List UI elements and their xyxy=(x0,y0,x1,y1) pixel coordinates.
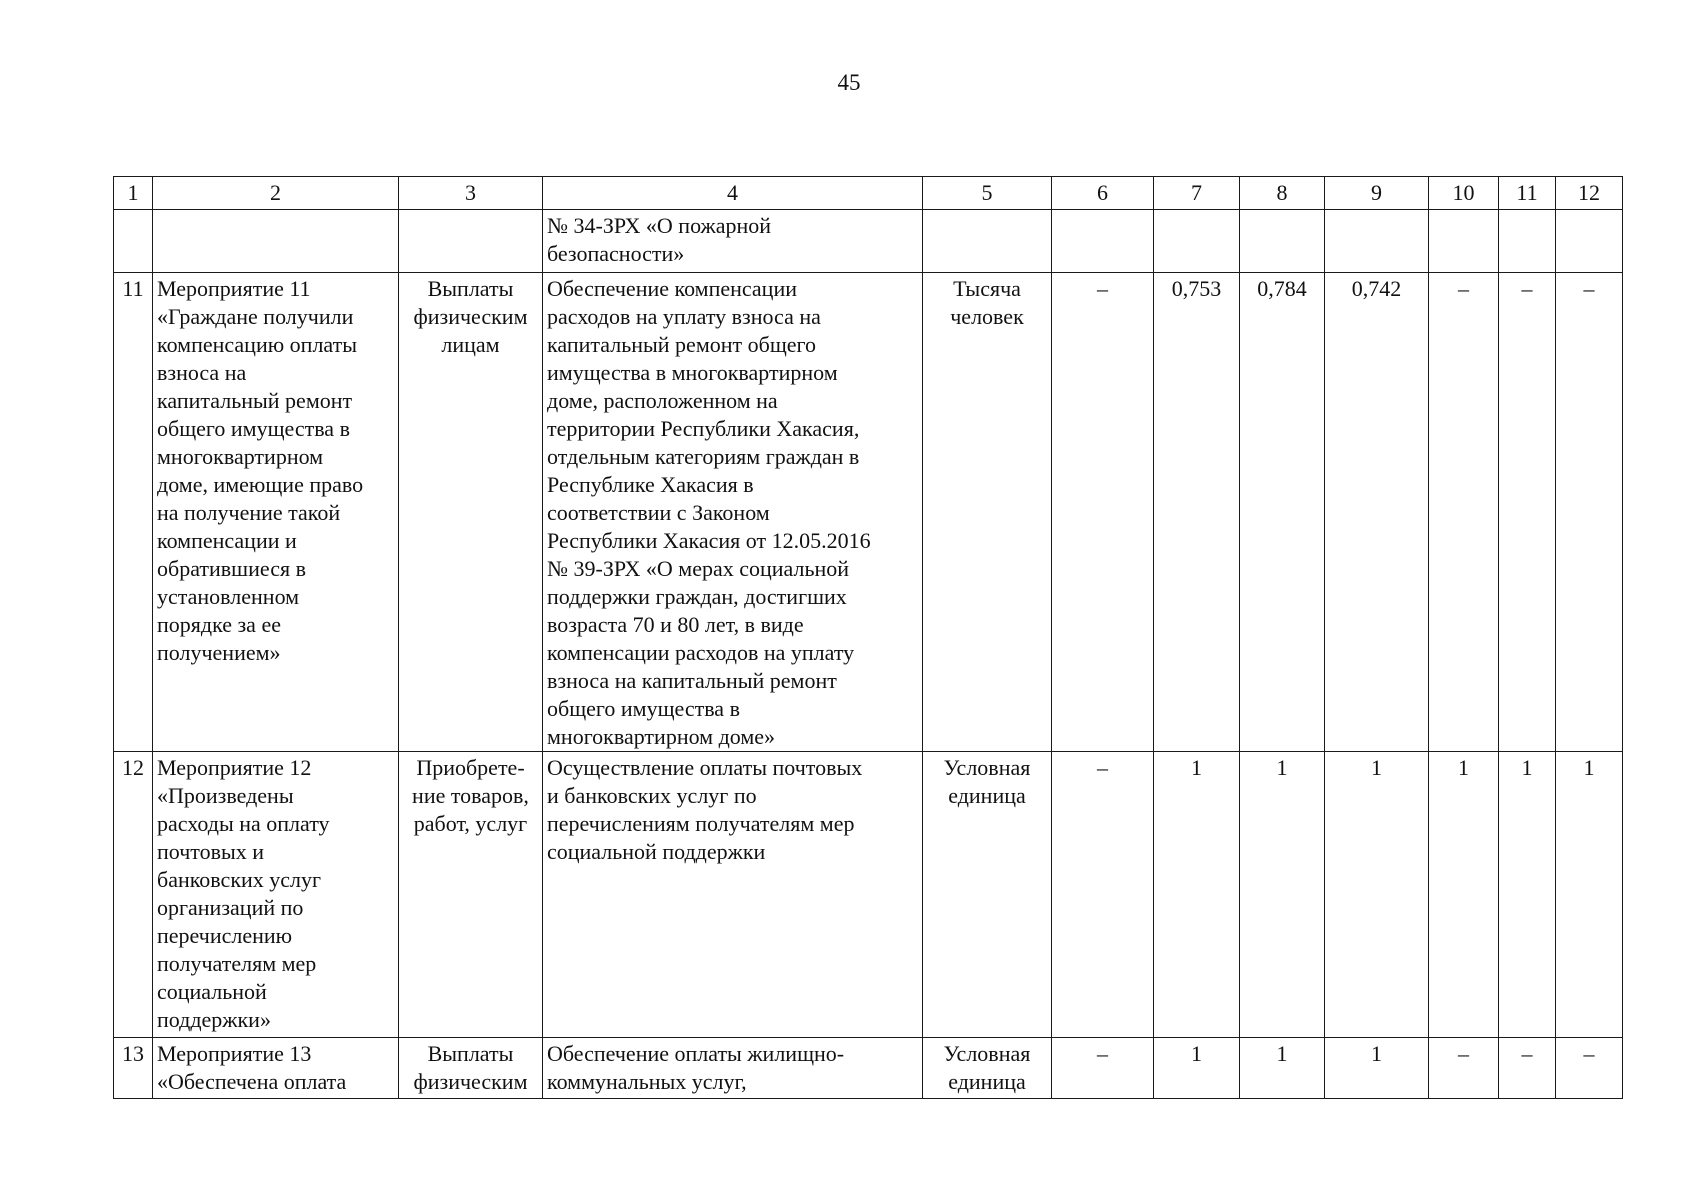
measure-name: Мероприятие 12 «Произведены расходы на оплату почтовых и банковских услуг организаций по перечислению получателям мер социальной поддержки» xyxy=(153,752,399,1038)
measure-description: Осуществление оплаты почтовых и банковских услуг по перечислениям получателям мер социальной поддержки xyxy=(543,752,923,1038)
measures-table xyxy=(113,176,1623,1099)
value-cell: 1 xyxy=(1325,1038,1429,1099)
column-header: 5 xyxy=(923,177,1052,210)
value-cell: 1 xyxy=(1429,752,1499,1038)
value-cell: – xyxy=(1429,273,1499,752)
column-header: 12 xyxy=(1556,177,1623,210)
value-cell: – xyxy=(1499,1038,1556,1099)
measure-unit xyxy=(923,210,1052,273)
value-cell: – xyxy=(1556,273,1623,752)
table-row xyxy=(114,1038,1623,1099)
measure-unit: Условная единица xyxy=(923,1038,1052,1099)
row-number: 12 xyxy=(114,752,153,1038)
table-row xyxy=(114,752,1623,1038)
value-cell: 1 xyxy=(1325,752,1429,1038)
measure-type: Выплаты физическим лицам xyxy=(399,273,543,752)
measure-description: Обеспечение оплаты жилищно- коммунальных услуг, xyxy=(543,1038,923,1099)
value-cell: – xyxy=(1052,1038,1154,1099)
value-cell: – xyxy=(1052,752,1154,1038)
value-cell: 1 xyxy=(1499,752,1556,1038)
column-header: 2 xyxy=(153,177,399,210)
measure-name xyxy=(153,210,399,273)
measure-name: Мероприятие 11 «Граждане получили компенсацию оплаты взноса на капитальный ремонт общего имущества в многоквартирном доме, имеющие право на получение такой компенсации и обратившиеся в установленном порядке за ее получением» xyxy=(153,273,399,752)
value-cell: 0,742 xyxy=(1325,273,1429,752)
row-number: 13 xyxy=(114,1038,153,1099)
value-cell xyxy=(1052,210,1154,273)
column-header: 10 xyxy=(1429,177,1499,210)
column-header: 8 xyxy=(1240,177,1325,210)
column-header: 1 xyxy=(114,177,153,210)
measure-unit: Тысяча человек xyxy=(923,273,1052,752)
value-cell: – xyxy=(1499,273,1556,752)
column-header: 11 xyxy=(1499,177,1556,210)
measure-type xyxy=(399,210,543,273)
value-cell xyxy=(1154,210,1240,273)
row-number xyxy=(114,210,153,273)
value-cell xyxy=(1499,210,1556,273)
page-number: 45 xyxy=(837,70,861,95)
value-cell: 1 xyxy=(1154,752,1240,1038)
column-header: 3 xyxy=(399,177,543,210)
column-header: 7 xyxy=(1154,177,1240,210)
measure-type: Приобрете- ние товаров, работ, услуг xyxy=(399,752,543,1038)
table-header-row xyxy=(114,177,1623,210)
measure-description: № 34-ЗРХ «О пожарной безопасности» xyxy=(543,210,923,273)
measure-unit: Условная единица xyxy=(923,752,1052,1038)
table-row xyxy=(114,210,1623,273)
value-cell xyxy=(1325,210,1429,273)
value-cell: – xyxy=(1429,1038,1499,1099)
measure-type: Выплаты физическим xyxy=(399,1038,543,1099)
measure-name: Мероприятие 13 «Обеспечена оплата xyxy=(153,1038,399,1099)
value-cell: 0,784 xyxy=(1240,273,1325,752)
value-cell: 0,753 xyxy=(1154,273,1240,752)
value-cell xyxy=(1240,210,1325,273)
column-header: 4 xyxy=(543,177,923,210)
measure-description: Обеспечение компенсации расходов на уплату взноса на капитальный ремонт общего имущества в многоквартирном доме, расположенном на территории Республики Хакасия, отдельным категориям граждан в Республике Хакасия в соответствии с Законом Республики Хакасия от 12.05.2016 № 39-ЗРХ «О мерах социальной поддержки граждан, достигших возраста 70 и 80 лет, в виде компенсации расходов на уплату взноса на капитальный ремонт общего имущества в многоквартирном доме» xyxy=(543,273,923,752)
value-cell: 1 xyxy=(1154,1038,1240,1099)
value-cell: – xyxy=(1556,1038,1623,1099)
row-number: 11 xyxy=(114,273,153,752)
table-row xyxy=(114,273,1623,752)
value-cell: 1 xyxy=(1240,1038,1325,1099)
value-cell: 1 xyxy=(1556,752,1623,1038)
column-header: 9 xyxy=(1325,177,1429,210)
value-cell xyxy=(1556,210,1623,273)
value-cell xyxy=(1429,210,1499,273)
column-header: 6 xyxy=(1052,177,1154,210)
value-cell: – xyxy=(1052,273,1154,752)
value-cell: 1 xyxy=(1240,752,1325,1038)
